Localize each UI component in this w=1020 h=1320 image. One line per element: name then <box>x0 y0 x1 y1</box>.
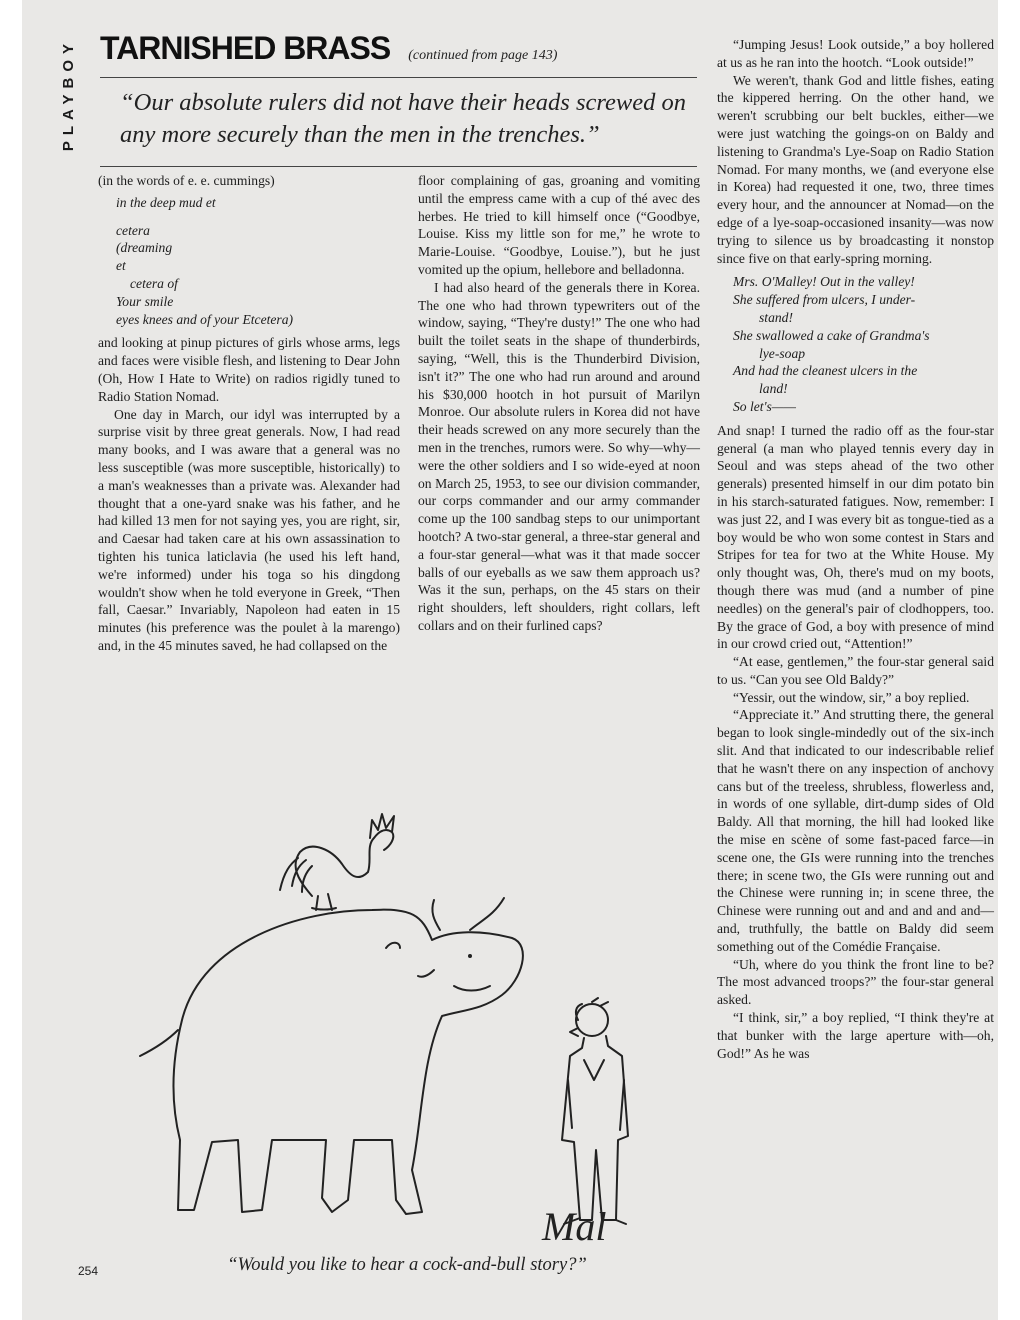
poem-line: eyes knees and of your Etcetera) <box>116 311 294 327</box>
paragraph: “I think, sir,” a boy replied, “I think they're at that bunker with the large aperture with—oh, God!” As he was <box>717 1010 994 1061</box>
continued-note: (continued from page 143) <box>408 48 558 63</box>
song-line: And had the cleanest ulcers in the <box>733 363 918 379</box>
poem-line: et <box>116 258 126 274</box>
song-line: stand! <box>759 309 793 325</box>
paragraph: “At ease, gentlemen,” the four-star general said to us. “Can you see Old Baldy?” <box>717 654 994 687</box>
song-line: So let's—— <box>733 398 796 414</box>
cartoon-caption: “Would you like to hear a cock-and-bull story?” <box>227 1255 587 1275</box>
song-lyrics <box>733 273 994 415</box>
cartoonist-signature: Mal <box>542 1204 607 1249</box>
pull-quote: “Our absolute rulers did not have their heads screwed on any more securely than the men in the trenches.” <box>120 89 686 148</box>
paragraph: And snap! I turned the radio off as the four-star general (a man who played tennis every day in Seoul and was steps ahead of the two other generals) presented himself in our dim potato bin in his starch-saturated fatigues. Now, remember: I was just 22, and I was every bit as tongue-tied as a boy would be who won some contest in Stars and Stripes for tea for two at the White House. My only thought was, Oh, there's mud on my boots, though there was mud (and a number of pine needles) on the general's pair of clodhoppers, too. By the grace of God, a boy with presence of mind in our crowd cried out, “Attention!” <box>717 422 994 652</box>
song-line: Mrs. O'Malley! Out in the valley! <box>733 274 915 290</box>
magazine-name-vertical: PLAYBOY <box>60 38 77 152</box>
poem-line: Your smile <box>116 293 174 309</box>
song-line: She suffered from ulcers, I under- <box>733 292 916 308</box>
poem <box>116 194 400 329</box>
poem-line: in the deep mud et <box>116 194 216 210</box>
song-line: lye-soap <box>759 345 806 361</box>
poem-line: cetera of <box>130 275 178 291</box>
poem-line: (dreaming <box>116 240 173 256</box>
rooster-figure <box>280 814 394 910</box>
paragraph: “Yessir, out the window, sir,” a boy replied. <box>733 689 970 705</box>
song-line: land! <box>759 381 788 397</box>
paragraph: We weren't, thank God and little fishes, eating the kippered herring. On the other hand, we weren't scrubbing our belt buckles, either—we were just watching the goings-on on Baldy and listening to Grandma's Lye-Soap on Radio Station Nomad. For many months, we (and everyone else in Korea) had requested it one, two, three times every hour, and the announcer at Nomad—on the edge of a lye-soap-occasioned insanity—was now trying to silence us by broadcasting it nonstop since five on that early-spring morning. <box>717 72 994 266</box>
paragraph: floor complaining of gas, groaning and vomiting until the empress came with a cup of thé avec des herbes. He tried to kill himself once (“Goodbye, Louise. Kiss my little son for me,” he wrote to Marie-Louise. “Goodbye, Louise.”), but he just vomited up the opium, hellebore and belladonna. <box>418 173 700 277</box>
poem-line: cetera <box>116 222 150 238</box>
article-title: TARNISHED BRASS <box>100 30 391 66</box>
man-figure <box>562 998 628 1224</box>
song-line: She swallowed a cake of Grandma's <box>733 327 930 343</box>
paragraph: I had also heard of the generals there in Korea. The one who had thrown typewriters out of the window, saying, “They're dusty!” The one who had built the toilet seats in the shape of thunderbirds, saying, “Well, this is the Thunderbird Division, isn't it?” The one who had run around and around his $30,000 hootch in hot pursuit of Marilyn Monroe. Our absolute rulers in Korea did not have their heads screwed on any more securely than the men in the trenches, rumors were. So why—why—were the other soldiers and I so wide-eyed at noon on March 25, 1953, to see our division commander, our corps commander and our army commander come up the 100 sandbag steps to our unimportant hootch? A two-star general, a three-star general and a four-star general—what was it that made soccer balls of our eyeballs as we saw them approach us? Was it the sun, perhaps, on the 45 stars on their right shoulders, left shoulders, right collars, left collars and on their furlined caps? <box>418 279 700 633</box>
magazine-page <box>22 0 998 1320</box>
title-rule <box>100 77 697 78</box>
paragraph: One day in March, our idyl was interrupted by a surprise visit by three great generals. Now, I had read many books, and I was aware that a general was no less susceptible (was more susceptible, historically) to a man's weaknesses than a private was. Alexander had thought that a one-yard snake was his father, and he had killed 13 men for not saying yes, you are right, sir, and Caesar had taken care at his own assassination to tighten his tunica laticlavia (he used his left hand, we're informed) under his toga so his dingdong wouldn't show when he told everyone in Greek, “Then fall, Caesar.” Invariably, Napoleon had eaten in 15 minutes (his preference was the poulet à la marengo) and, in the 45 minutes saved, he had collapsed on the <box>98 406 400 653</box>
paragraph: “Appreciate it.” And strutting there, the general began to look single-mindedly out of the six-inch slit. And that indicated to our indescribable relief that he wasn't there on any inspection of anchovy cans but of the treeless, shrubless, flowerless and, in words of one syllable, dirt-dump sides of Old Baldy. All that morning, the hill had looked like the mise en scène of some fast-paced farce—in scene one, the GIs were running into the trenches there; in scene two, the GIs were running out and the Chinese were running in; in scene three, the Chinese were running out and and and and and—and, truthfully, the battle on Baldy did seem something out of the Comédie Française. <box>717 707 994 954</box>
paragraph: “Jumping Jesus! Look outside,” a boy hollered at us as he ran into the hootch. “Look outside!” <box>717 37 994 70</box>
cartoon-illustration <box>122 780 702 1250</box>
paragraph: and looking at pinup pictures of girls whose arms, legs and faces were visible flesh, and listening to Dear John (Oh, How I Hate to Write) on radios rigidly tuned to Radio Station Nomad. <box>98 335 400 404</box>
paragraph: “Uh, where do you think the front line to be? The most advanced troops?” the four-star general asked. <box>717 956 994 1008</box>
poem-intro: (in the words of e. e. cummings) <box>98 173 275 188</box>
bull-figure <box>140 898 523 1214</box>
pull-quote-rule <box>100 166 697 167</box>
poem-stanza-gap <box>116 212 400 222</box>
column-1 <box>98 172 400 655</box>
headline <box>100 30 695 67</box>
column-2 <box>418 172 700 635</box>
column-3 <box>717 36 994 1062</box>
page-number: 254 <box>78 1264 99 1278</box>
